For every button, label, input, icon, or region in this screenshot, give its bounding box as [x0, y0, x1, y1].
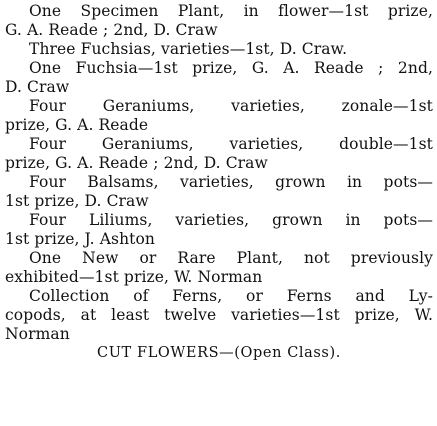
text-line: Four Liliums, varieties, grown in pots— — [29, 211, 433, 229]
text-line: prize, G. A. Reade — [5, 116, 149, 134]
text-line: One New or Rare Plant, not previously — [29, 249, 433, 267]
text-line: Four Geraniums, varieties, double—1st — [29, 135, 433, 153]
text-line: exhibited—1st prize, W. Norman — [5, 268, 263, 286]
text-line: D. Craw — [5, 78, 70, 96]
text-line: prize, G. A. Reade ; 2nd, D. Craw — [5, 154, 268, 172]
text-line: Four Balsams, varieties, grown in pots— — [29, 173, 433, 191]
text-line: Collection of Ferns, or Ferns and Ly- — [29, 287, 433, 305]
text-line: One Fuchsia—1st prize, G. A. Reade ; 2nd, — [29, 59, 433, 77]
section-heading: CUT FLOWERS—(Open Class). — [97, 345, 341, 361]
text-line: copods, at least twelve varieties—1st prize, W. — [5, 306, 433, 324]
text-line: Norman — [5, 325, 70, 343]
text-line: One Specimen Plant, in flower—1st prize, — [29, 2, 433, 20]
text-line: Four Geraniums, varieties, zonale—1st — [29, 97, 433, 115]
text-line: 1st prize, J. Ashton — [5, 230, 155, 248]
text-line: G. A. Reade ; 2nd, D. Craw — [5, 21, 218, 39]
text-line: Three Fuchsias, varieties—1st, D. Craw. — [29, 40, 348, 58]
text-line: 1st prize, D. Craw — [5, 192, 149, 210]
